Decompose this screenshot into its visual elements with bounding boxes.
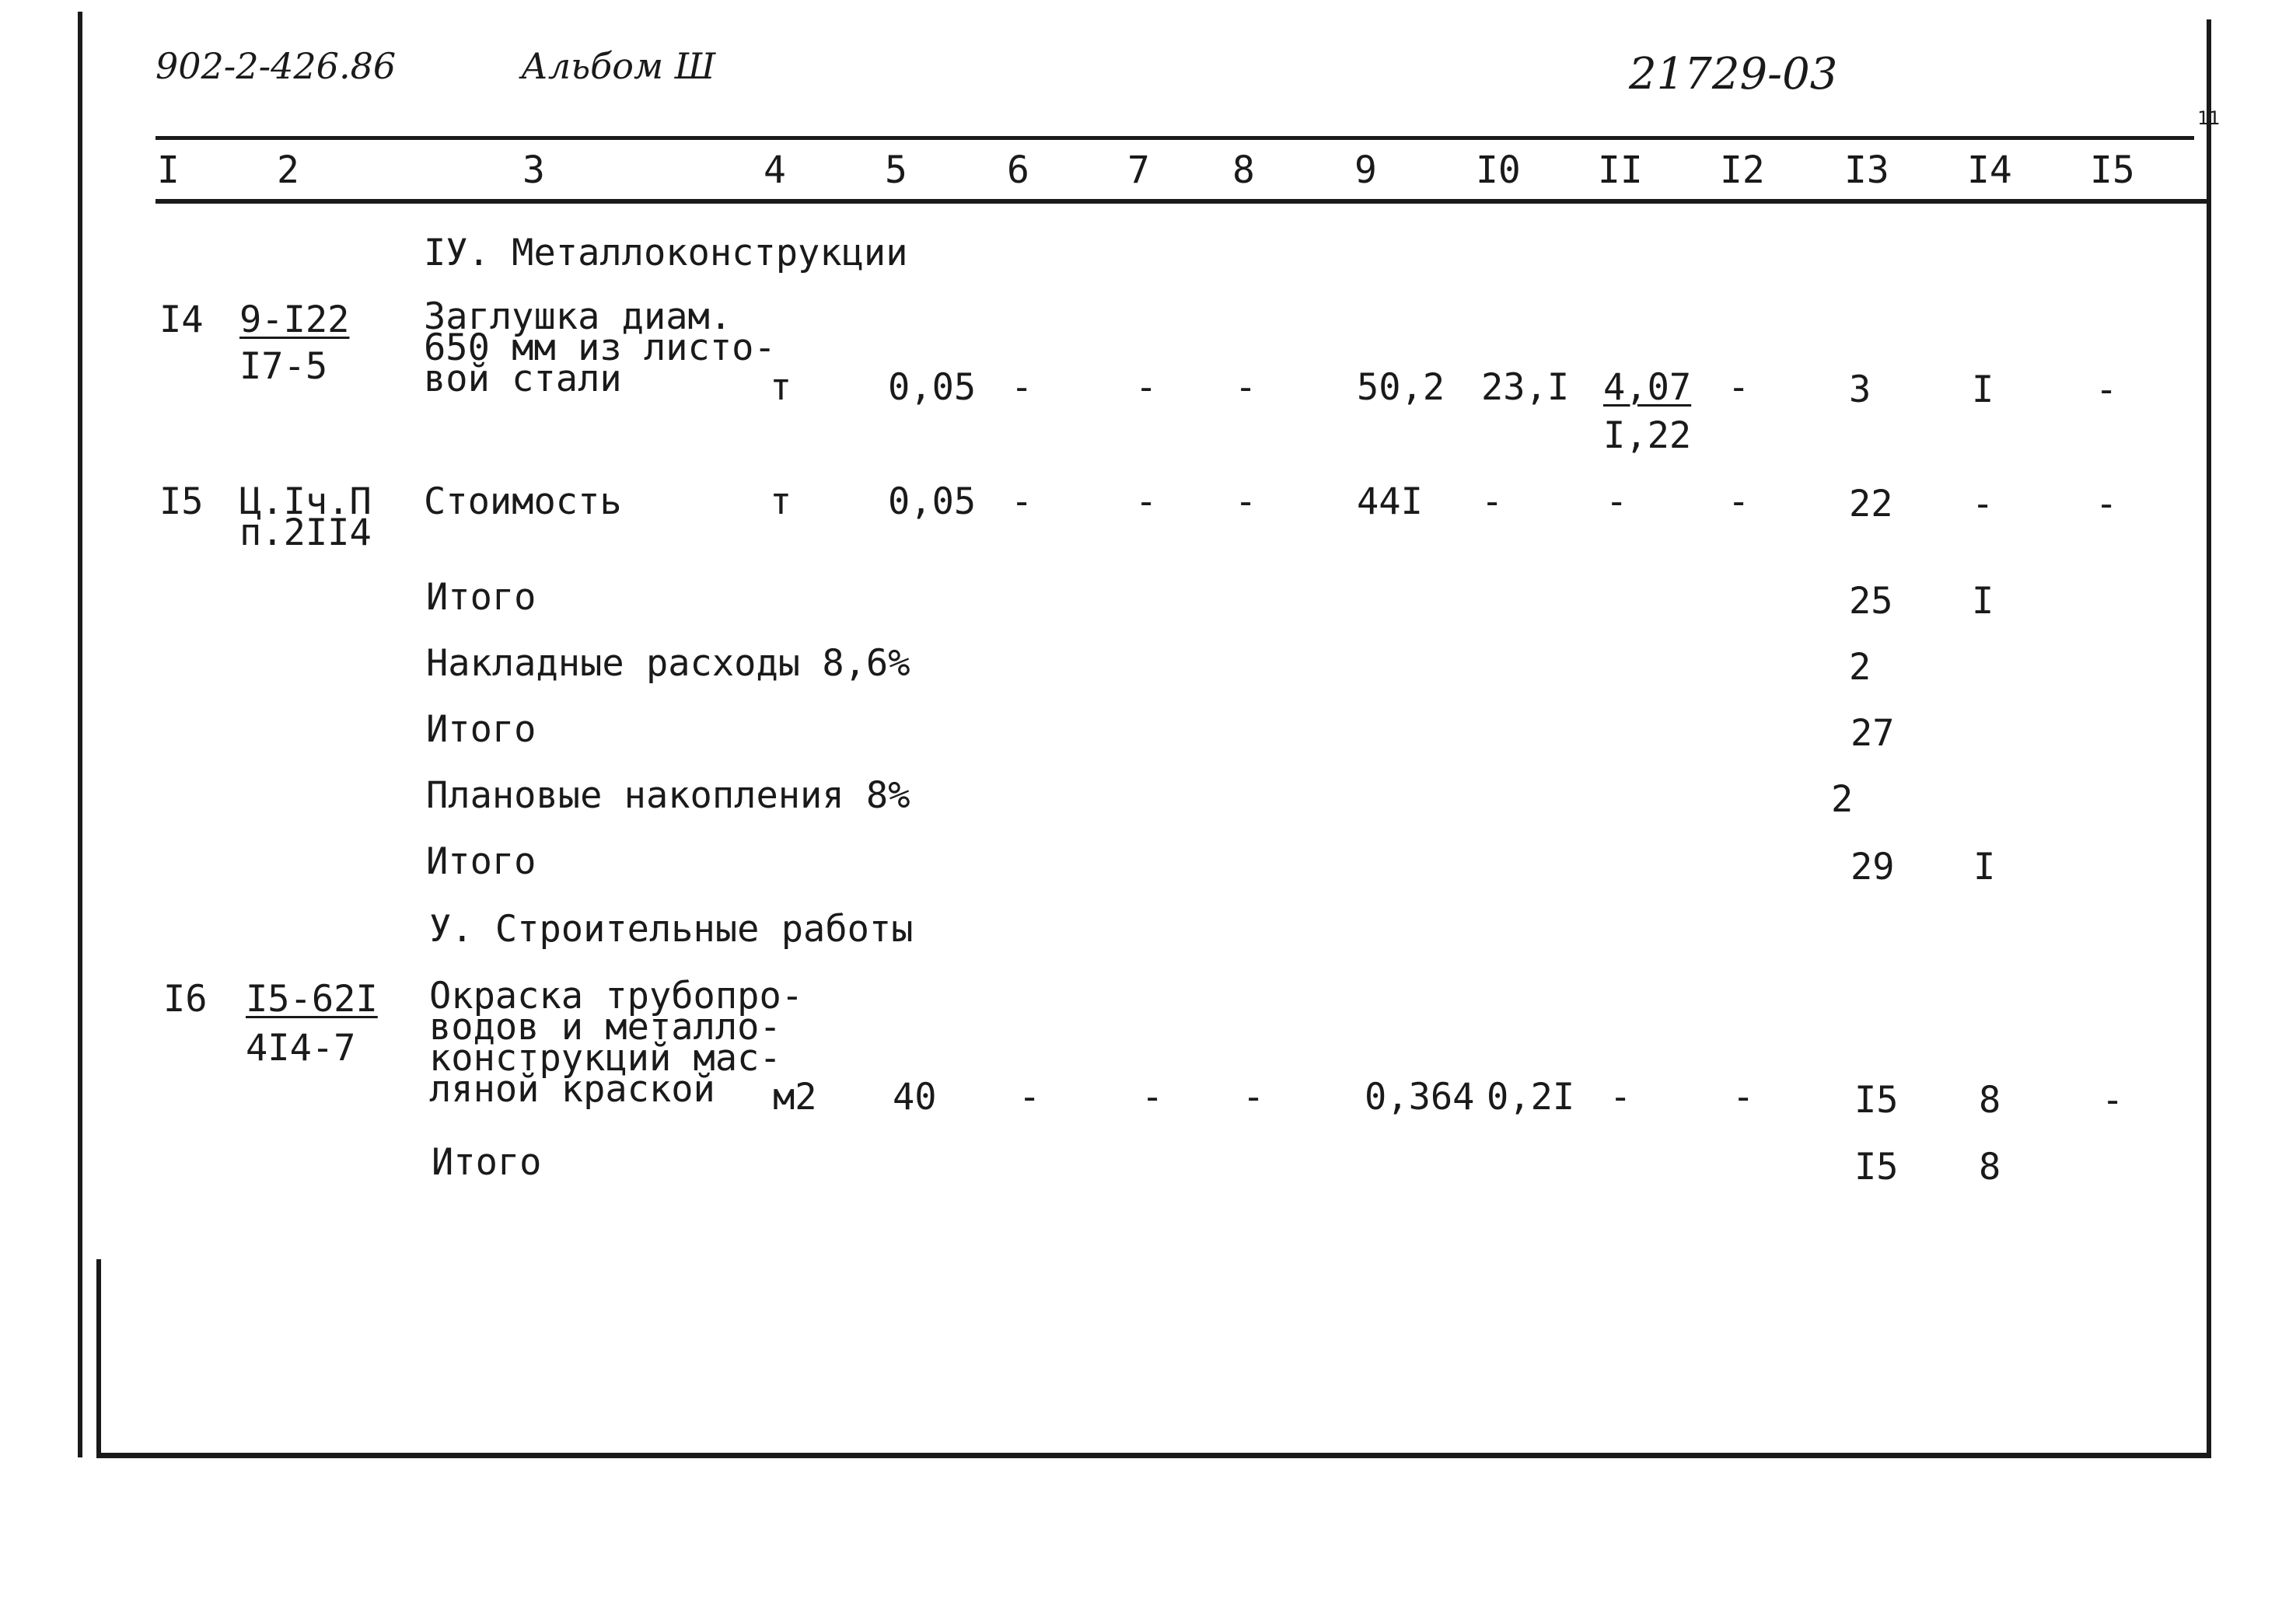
column-header: I0 — [1476, 148, 1521, 192]
frame-left-border-lower — [96, 1259, 101, 1458]
cell-col8: - — [1235, 480, 1257, 523]
norm-code-sub: I7-5 — [239, 345, 328, 388]
subtotal-col14: 8 — [1979, 1146, 2001, 1188]
cell-col7: - — [1135, 480, 1158, 523]
cell-col14: I — [1972, 368, 1994, 411]
cell-col13: 22 — [1849, 483, 1893, 525]
frame-left-border — [78, 12, 82, 1457]
cell-col10: 0,2I — [1487, 1076, 1575, 1119]
subtotal-col13: 29 — [1850, 846, 1895, 888]
column-header: 6 — [1007, 148, 1029, 192]
overhead-col13: 2 — [1849, 646, 1871, 689]
column-header: I2 — [1720, 148, 1765, 192]
subtotal-col13: I5 — [1854, 1146, 1899, 1188]
cell-col15: - — [2095, 368, 2118, 411]
row-number: I6 — [163, 978, 208, 1021]
subtotal-label: Итого — [426, 576, 536, 619]
cell-col11: - — [1606, 480, 1628, 523]
quantity: 0,05 — [888, 480, 977, 523]
unit: м2 — [773, 1076, 817, 1119]
subtotal-col14: I — [1973, 846, 1996, 888]
column-header: 2 — [277, 148, 299, 192]
subtotal-label: Итого — [426, 840, 536, 883]
unit: т — [770, 366, 792, 409]
cell-col9: 50,2 — [1357, 366, 1445, 409]
cell-col15: - — [2102, 1079, 2124, 1122]
subtotal-col13: 27 — [1850, 712, 1895, 755]
cell-col12: - — [1728, 366, 1750, 409]
header-top-rule — [156, 136, 2194, 140]
column-header: I5 — [2090, 148, 2135, 192]
norm-code: Ц.Iч.П — [239, 480, 372, 523]
cell-col12: - — [1728, 480, 1750, 523]
cell-col9: 0,364 — [1365, 1076, 1475, 1119]
work-name: Заглушка диам. 650 мм из листо- вой стали — [424, 295, 776, 400]
norm-code: 9-I22 — [239, 298, 350, 341]
sheet-number: 11 — [2197, 107, 2220, 129]
section-title: IУ. Металлоконструкции — [424, 232, 908, 274]
album-label: Альбом Ш — [521, 45, 716, 87]
column-header: 5 — [885, 148, 907, 192]
work-name: Окраска трубопро- водов и металло- конструкций мас- ляной краской — [429, 975, 804, 1111]
overhead-label: Накладные расходы 8,6% — [426, 642, 910, 685]
subtotal-col13: 25 — [1849, 580, 1893, 623]
cell-col8: - — [1235, 366, 1257, 409]
cell-col6: - — [1011, 480, 1033, 523]
cell-col13: I5 — [1854, 1079, 1899, 1122]
cell-col8: - — [1242, 1076, 1265, 1119]
norm-code-sub: п.2II4 — [239, 511, 372, 554]
column-header: 7 — [1127, 148, 1150, 192]
norm-code: I5-62I — [246, 978, 378, 1021]
subtotal-label: Итого — [432, 1141, 542, 1184]
subtotal-col14: I — [1972, 580, 1994, 623]
norm-code-sub: 4I4-7 — [246, 1027, 356, 1070]
column-header: 8 — [1232, 148, 1255, 192]
subtotal-label: Итого — [426, 708, 536, 751]
cell-col6: - — [1011, 366, 1033, 409]
section-title: У. Строительные работы — [429, 908, 914, 951]
row-number: I5 — [159, 480, 204, 523]
frame-right-border — [2207, 19, 2211, 1457]
document-number: 21729-03 — [1629, 49, 1838, 99]
column-header: II — [1598, 148, 1643, 192]
unit: т — [770, 480, 792, 523]
cell-col6: - — [1019, 1076, 1041, 1119]
column-header: I — [157, 148, 180, 192]
project-code: 902-2-426.86 — [156, 45, 397, 87]
cell-col10: - — [1481, 480, 1504, 523]
column-header: I3 — [1844, 148, 1889, 192]
column-header: 9 — [1354, 148, 1377, 192]
planned-savings-col13: 2 — [1831, 778, 1854, 821]
quantity: 40 — [893, 1076, 937, 1119]
cell-col14: - — [1972, 483, 1994, 525]
cell-col13: 3 — [1849, 368, 1871, 411]
cell-col11: - — [1609, 1076, 1632, 1119]
work-name: Стоимость — [424, 480, 622, 523]
header-bottom-rule — [156, 199, 2208, 204]
cell-col12: - — [1732, 1076, 1755, 1119]
planned-savings-label: Плановые накопления 8% — [426, 774, 910, 817]
cell-col14: 8 — [1979, 1079, 2001, 1122]
cell-col10: 23,I — [1481, 366, 1570, 409]
cell-col11: 4,07 — [1603, 366, 1692, 409]
quantity: 0,05 — [888, 366, 977, 409]
cell-col7: - — [1141, 1076, 1164, 1119]
column-header: 4 — [764, 148, 786, 192]
cell-col15: - — [2095, 483, 2118, 525]
row-number: I4 — [159, 298, 204, 341]
cell-col11-sub: I,22 — [1603, 414, 1692, 457]
frame-bottom-border — [96, 1453, 2211, 1458]
column-header: I4 — [1967, 148, 2012, 192]
column-header: 3 — [522, 148, 545, 192]
cell-col9: 44I — [1357, 480, 1423, 523]
cell-col7: - — [1135, 366, 1158, 409]
